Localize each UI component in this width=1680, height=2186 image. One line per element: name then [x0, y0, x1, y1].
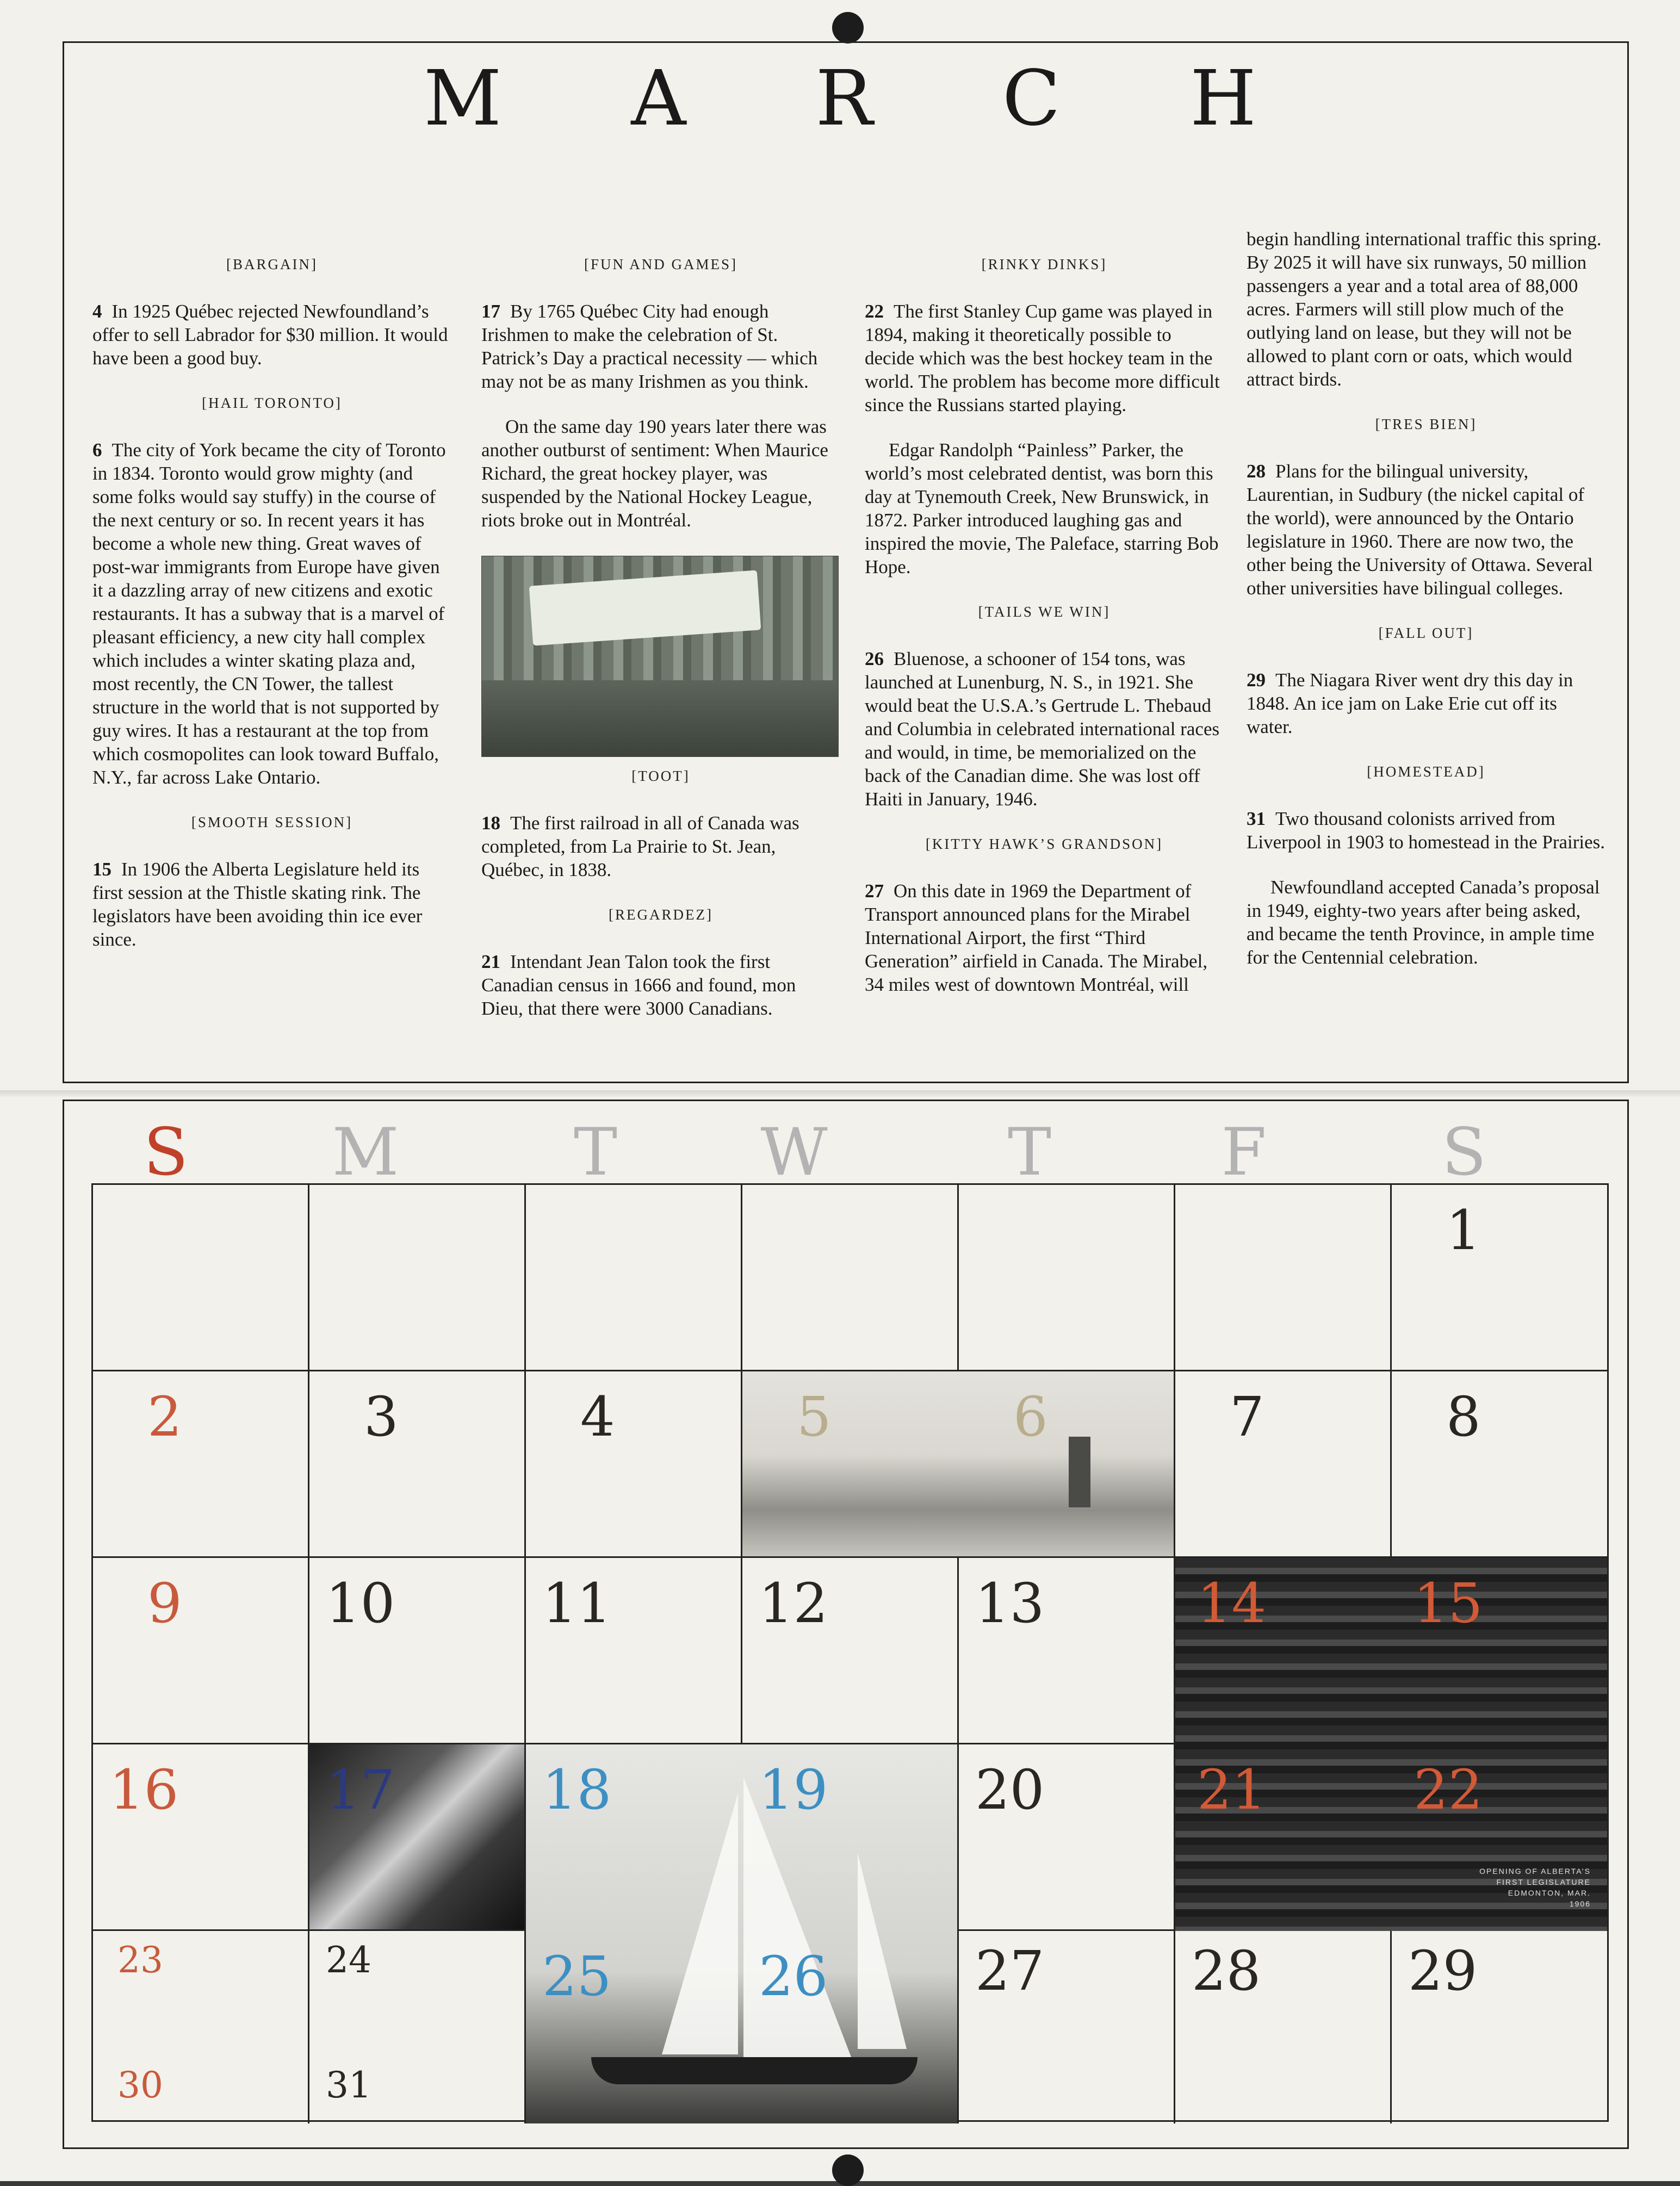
day-cell-empty: [1175, 1185, 1392, 1371]
page-fold: [0, 1090, 1680, 1097]
street-shape: [482, 680, 838, 756]
hull-shape: [591, 2057, 918, 2084]
note-heading: [HAIL TORONTO]: [202, 395, 342, 411]
caption-line: OPENING OF ALBERTA’S: [1479, 1867, 1591, 1876]
day-cell[interactable]: [309, 1558, 526, 1744]
day-cell[interactable]: [93, 1744, 309, 1931]
photo-st-patricks-parade: [481, 556, 839, 757]
day-number: 30: [117, 2064, 163, 2106]
note-text: By 1765 Québec City had enough Irishmen to make the celebration of St. Patrick’s Day a practical necessity — which may not be as many Irishmen as you think.: [481, 301, 818, 392]
day-cell-split[interactable]: [93, 1931, 309, 2123]
day-cell-empty: [309, 1185, 526, 1371]
day-number: 28: [1192, 1939, 1261, 2003]
photo-hockey-fans: [309, 1744, 526, 1931]
day-cell[interactable]: [1392, 1371, 1607, 1558]
weekday-monday: M: [332, 1115, 399, 1190]
note-paragraph: Edgar Randolph “Painless” Parker, the world’s most celebrated dentist, was born this day at Tynemouth Creek, New Brunswick, in 1872. Parker introduced laughing gas and inspired the movie, The Paleface, starring Bob Hope.: [865, 439, 1219, 577]
day-number: 11: [542, 1572, 612, 1635]
note-paragraph: begin handling international traffic this spring. By 2025 it will have six runways, 50 million passengers a year and a total area of 88,000 acres. Farmers will still plow much of the outlying land on lease, but they will not be allowed to plant corn or oats, which would attract birds.: [1247, 228, 1602, 390]
note-heading: [REGARDEZ]: [609, 906, 713, 923]
day-number: 26: [759, 1945, 828, 2008]
day-cell[interactable]: [742, 1558, 959, 1744]
note-day-number: 22: [865, 301, 884, 322]
day-number: 7: [1230, 1385, 1264, 1449]
note-text: The first railroad in all of Canada was completed, from La Prairie to St. Jean, Québec, in 1838.: [481, 812, 799, 880]
note-entry: [1247, 459, 1605, 600]
note-heading: [BARGAIN]: [226, 256, 318, 272]
note-day-number: 17: [481, 301, 500, 322]
note-day-number: 18: [481, 812, 500, 834]
weekday-saturday: S: [1441, 1115, 1487, 1190]
note-heading: [FALL OUT]: [1378, 625, 1474, 641]
day-cell[interactable]: [526, 1558, 742, 1744]
day-number: 14: [1197, 1572, 1267, 1635]
day-number: 25: [542, 1945, 612, 2008]
day-number: 19: [759, 1758, 828, 1822]
day-number: 10: [326, 1572, 395, 1635]
windmill-shape: [1069, 1437, 1090, 1507]
day-number: 16: [109, 1758, 179, 1822]
photo-caption: [1479, 1866, 1591, 1909]
day-cell[interactable]: [526, 1371, 742, 1558]
photo-shoreline-windmill: [742, 1371, 1175, 1558]
note-entry: [481, 300, 840, 393]
day-number: 23: [117, 1939, 163, 1981]
day-number: 1: [1446, 1198, 1481, 1262]
note-day-number: 21: [481, 951, 500, 972]
notes-column-2: [481, 253, 840, 1042]
month-letter: H: [1189, 54, 1257, 143]
weekday-tuesday: T: [573, 1115, 618, 1190]
note-text: In 1906 the Alberta Legislature held its first session at the Thistle skating rink. The legislators have been avoiding thin ice ever since.: [92, 859, 423, 950]
notes-column-1: [92, 253, 451, 973]
weekday-sunday: S: [143, 1115, 189, 1190]
binding-hole-bottom: [832, 2154, 864, 2186]
day-cell-empty: [959, 1185, 1175, 1371]
month-letter: R: [815, 54, 873, 143]
note-day-number: 31: [1247, 808, 1266, 829]
note-heading: [SMOOTH SESSION]: [191, 814, 353, 830]
day-number: 31: [326, 2064, 371, 2106]
note-day-number: 29: [1247, 669, 1266, 691]
note-entry: [481, 811, 840, 881]
note-text: Intendant Jean Talon took the first Canadian census in 1666 and found, mon Dieu, that there were 3000 Canadians.: [481, 951, 796, 1019]
day-number: 24: [326, 1939, 371, 1981]
day-cell[interactable]: [1175, 1371, 1392, 1558]
weekday-wednesday: W: [760, 1115, 828, 1190]
note-text: The Niagara River went dry this day in 1848. An ice jam on Lake Erie cut off its water.: [1247, 669, 1573, 737]
note-entry: [865, 879, 1224, 996]
note-entry: [865, 300, 1224, 417]
note-day-number: 26: [865, 648, 884, 669]
note-heading: [KITTY HAWK’S GRANDSON]: [925, 836, 1163, 852]
note-text: In 1925 Québec rejected Newfoundland’s offer to sell Labrador for $30 million. It would have been a good buy.: [92, 301, 448, 369]
month-title: [0, 54, 1680, 143]
note-entry: [1247, 668, 1605, 738]
day-cell-empty: [93, 1185, 309, 1371]
day-cell-empty: [742, 1185, 959, 1371]
day-cell[interactable]: [1392, 1931, 1607, 2123]
photo-bluenose-schooner: [526, 1744, 959, 2123]
day-number: 29: [1408, 1939, 1478, 2003]
note-text: The first Stanley Cup game was played in 1894, making it theoretically possible to decide which was the best hockey team in the world. The problem has become more difficult since the Russians started playing.: [865, 301, 1220, 415]
day-number: 15: [1414, 1572, 1483, 1635]
note-heading: [RINKY DINKS]: [981, 256, 1107, 272]
note-entry: [1247, 807, 1605, 854]
note-heading: [HOMESTEAD]: [1367, 763, 1485, 780]
day-number: 21: [1197, 1758, 1267, 1822]
caption-line: 1906: [1569, 1899, 1591, 1908]
month-letter: A: [631, 54, 686, 143]
day-cell[interactable]: [309, 1371, 526, 1558]
note-text: Bluenose, a schooner of 154 tons, was launched at Lunenburg, N. S., in 1921. She would beat the U.S.A.’s Gertrude L. Thebaud and Columbia in celebrated international races and would, in time, be memorialized on the back of the Canadian dime. She was lost off Haiti in January, 1946.: [865, 648, 1220, 810]
binding-hole-top: [832, 12, 864, 44]
sail-shape: [858, 1853, 907, 2049]
photo-alberta-legislature: [1175, 1558, 1607, 1931]
note-paragraph: Newfoundland accepted Canada’s proposal in 1949, eighty-two years after being asked, and became the tenth Province, in ample time for the Centennial celebration.: [1247, 877, 1600, 968]
note-entry: [92, 858, 451, 951]
day-cell-split[interactable]: [309, 1931, 526, 2123]
note-text: The city of York became the city of Toronto in 1834. Toronto would grow mighty (and some folks would say stuffy) in the course of the next century or so. In recent years it has become a whole new thing. Great waves of post-war immigrants from Europe have given it a dazzling array of new citizens and exotic restaurants. It has a subway that is a marvel of pleasant efficiency, a new city hall complex which includes a winter skating plaza and, most recently, the CN Tower, the tallest structure in the world that is not supported by guy wires. It has a restaurant at the top from which cosmopolites can look toward Buffalo, N.Y., far across Lake Ontario.: [92, 439, 446, 788]
day-number: 3: [364, 1385, 399, 1449]
note-day-number: 27: [865, 880, 884, 902]
day-cell[interactable]: [959, 1558, 1175, 1744]
day-number: 4: [580, 1385, 615, 1449]
note-text: On this date in 1969 the Department of Transport announced plans for the Mirabel International Airport, the first “Third Generation” airfield in Canada. The Mirabel, 34 miles west of downtown Montréal, will: [865, 880, 1208, 995]
calendar-grid: [91, 1183, 1609, 2122]
note-heading: [TOOT]: [631, 768, 690, 784]
note-day-number: 6: [92, 439, 102, 461]
caption-line: FIRST LEGISLATURE: [1496, 1878, 1591, 1886]
note-heading: [TRES BIEN]: [1375, 416, 1477, 432]
day-number: 27: [975, 1939, 1045, 2003]
notes-column-3: [865, 253, 1224, 1018]
notes-column-4: [1247, 227, 1605, 991]
day-cell[interactable]: [959, 1931, 1175, 2123]
day-number: 22: [1414, 1758, 1483, 1822]
weekday-thursday: T: [1007, 1115, 1052, 1190]
note-entry: [92, 300, 451, 370]
note-entry: [865, 647, 1224, 811]
day-number: 9: [147, 1572, 182, 1635]
day-cell[interactable]: [1392, 1185, 1607, 1371]
note-day-number: 15: [92, 859, 111, 880]
note-entry: [92, 438, 451, 789]
day-number: 8: [1446, 1385, 1481, 1449]
parade-banner-shape: [529, 570, 761, 645]
caption-line: EDMONTON, MAR.: [1508, 1889, 1591, 1897]
weekday-friday: F: [1221, 1115, 1267, 1190]
note-heading: [FUN AND GAMES]: [584, 256, 737, 272]
note-paragraph: On the same day 190 years later there was another outburst of sentiment: When Maurice Richard, the great hockey player, was suspended by the National Hockey League, riots broke out in Montréal.: [481, 416, 828, 531]
note-day-number: 28: [1247, 461, 1266, 482]
note-text: Plans for the bilingual university, Laurentian, in Sudbury (the nickel capital of the world), were announced by the Ontario legislature in 1960. There are now two, the other being the University of Ottawa. Several other universities have bilingual colleges.: [1247, 461, 1593, 599]
month-letter: C: [1002, 54, 1061, 143]
day-number: 18: [542, 1758, 612, 1822]
note-entry: [481, 950, 840, 1020]
day-cell[interactable]: [93, 1558, 309, 1744]
day-number: 17: [326, 1758, 395, 1822]
day-cell[interactable]: [959, 1744, 1175, 1931]
sail-shape: [662, 1793, 738, 2054]
day-number: 13: [975, 1572, 1045, 1635]
day-number: 2: [147, 1385, 182, 1449]
day-number: 6: [1013, 1385, 1048, 1449]
day-number: 5: [797, 1385, 832, 1449]
day-cell-empty: [526, 1185, 742, 1371]
day-number: 20: [975, 1758, 1045, 1822]
note-heading: [TAILS WE WIN]: [978, 604, 1111, 620]
month-letter: M: [423, 54, 502, 143]
note-day-number: 4: [92, 301, 102, 322]
day-cell[interactable]: [1175, 1931, 1392, 2123]
day-cell[interactable]: [93, 1371, 309, 1558]
day-number: 12: [759, 1572, 828, 1635]
note-text: Two thousand colonists arrived from Liverpool in 1903 to homestead in the Prairies.: [1247, 808, 1605, 853]
